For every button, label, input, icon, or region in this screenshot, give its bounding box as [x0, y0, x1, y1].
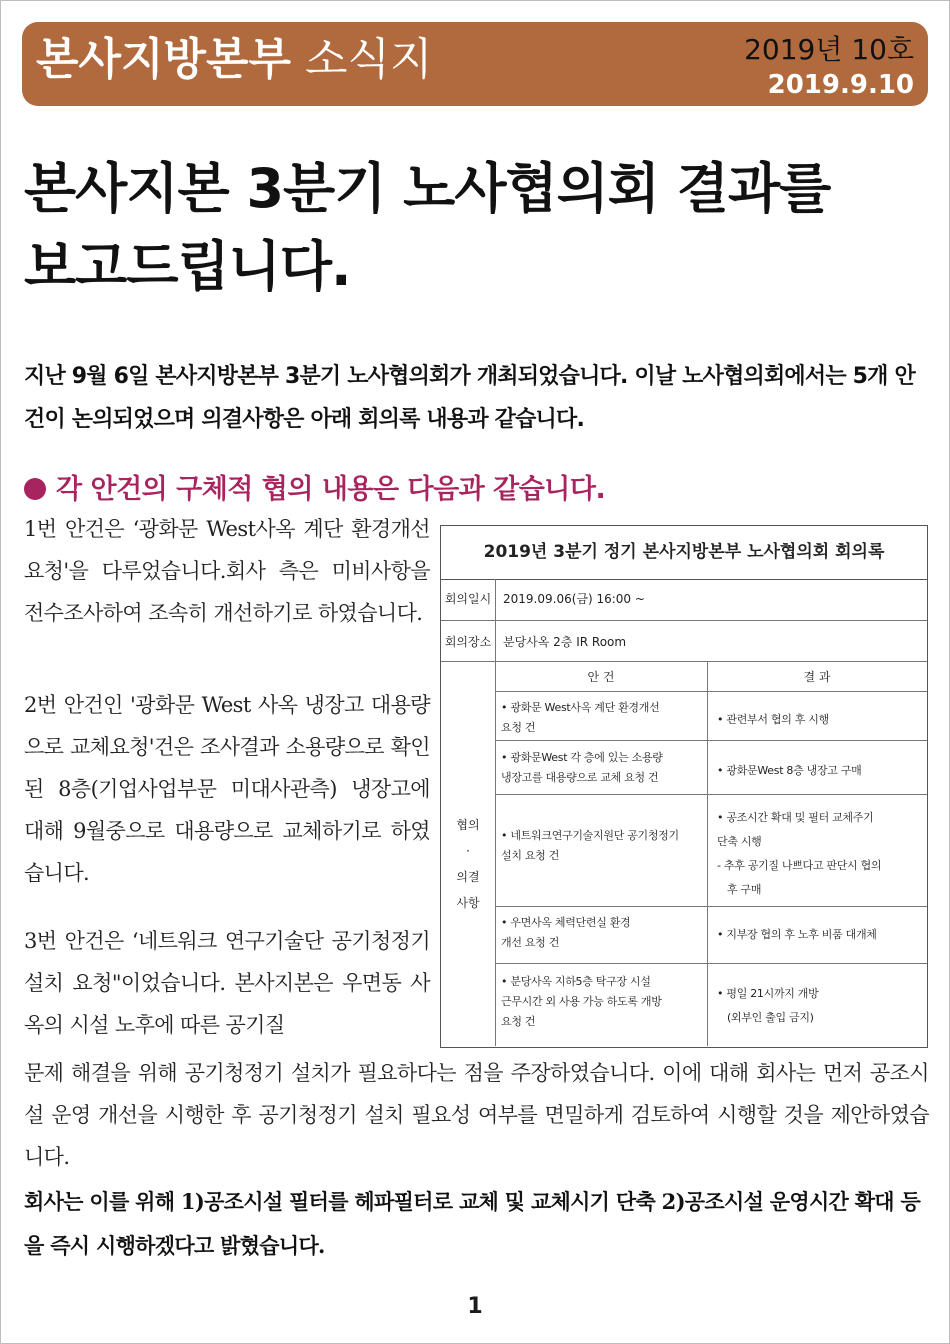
divider — [495, 691, 927, 692]
issue-date: 2019.9.10 — [767, 70, 914, 100]
table-row-4-agenda: • 우면사옥 체력단련실 환경 개선 요청 건 — [501, 916, 631, 949]
table-row-1-result: • 관련부서 협의 후 시행 — [717, 713, 829, 726]
table-row-2-agenda: • 광화문West 각 층에 있는 소용량 냉장고를 대용량으로 교체 요청 건 — [501, 751, 663, 784]
headline-line-1: 본사지본 3분기 노사협의회 결과를 — [24, 157, 831, 220]
table-row-1-agenda: • 광화문 West사옥 계단 환경개선 요청 건 — [501, 701, 660, 734]
table-row-5-agenda: • 분당사옥 지하5층 탁구장 시설 근무시간 외 사용 가능 하도록 개방 요청 건 — [501, 975, 662, 1028]
divider — [495, 906, 927, 907]
divider — [495, 794, 927, 795]
intro-paragraph: 지난 9월 6일 본사지방본부 3분기 노사협의회가 개최되었습니다. 이날 노사협의회에서는 5개 안건이 논의되었으며 의결사항은 아래 회의록 내용과 같습니다. — [24, 364, 915, 432]
table-row-2-result: • 광화문West 8층 냉장고 구매 — [717, 764, 862, 777]
paragraph-3-start: 3번 안건은 ‘네트워크 연구기술단 공기청정기 설치 요청"이었습니다. 본사지본은 우면동 사옥의 시설 노후에 따른 공기질 — [24, 929, 430, 1037]
table-row-5-result: • 평일 21시까지 개방 (외부인 출입 금지) — [717, 987, 819, 1024]
newsletter-title — [36, 32, 433, 88]
paragraph-1: 1번 안건은 ‘광화문 West사옥 계단 환경개선 요청'을 다루었습니다.회사 측은 미비사항을 전수조사하여 조속히 개선하기로 하였습니다. — [24, 517, 430, 625]
table-row-4-result: • 지부장 협의 후 노후 비품 대개체 — [717, 928, 877, 941]
headline — [24, 150, 934, 306]
issue-number: 2019년 10호 — [744, 33, 914, 66]
meeting-date-value: 2019.09.06(금) 16:00 ~ — [503, 592, 645, 606]
bullet-icon — [24, 478, 46, 500]
section-heading-text: 각 안건의 구체적 협의 내용은 다음과 같습니다. — [56, 474, 606, 505]
divider — [441, 620, 927, 621]
section-heading — [24, 467, 605, 506]
divider — [495, 740, 927, 741]
divider — [495, 579, 496, 1046]
paragraph-4-bold: 회사는 이를 위해 1)공조시설 필터를 헤파필터로 교체 및 교체시기 단축 2)공조시설 운영시간 확대 등을 즉시 시행하겠다고 밝혔습니다. — [24, 1189, 921, 1258]
table-row-3-agenda: • 네트워크연구기술지원단 공기청정기 설치 요청 건 — [501, 829, 679, 862]
table-row-3-result: • 공조시간 확대 및 필터 교체주기 단축 시행 - 추후 공기질 나쁘다고 판단시 협의 후 구매 — [717, 811, 882, 896]
meeting-minutes-table — [440, 525, 928, 1048]
agenda-column-header: 안 건 — [587, 670, 615, 684]
page-number: 1 — [467, 1294, 483, 1319]
paragraph-3-continued: 문제 해결을 위해 공기청정기 설치가 필요하다는 점을 주장하였습니다. 이에 대해 회사는 먼저 공조시설 운영 개선을 시행한 후 공기청정기 설치 필요성 여부를 면밀하게 검토하여 시행할 것을 제안하였습니다. — [24, 1061, 929, 1169]
newsletter-banner — [22, 22, 928, 106]
meeting-place-value: 분당사옥 2층 IR Room — [503, 635, 627, 649]
minutes-title: 2019년 3분기 정기 본사지방본부 노사협의회 회의록 — [441, 526, 927, 580]
newsletter-title-bold: 본사지방본부 — [36, 34, 292, 85]
divider — [707, 661, 708, 1046]
newsletter-title-light: 소식지 — [305, 34, 433, 85]
meeting-date-label: 회의일시 — [444, 592, 492, 606]
headline-line-2: 보고드립니다. — [24, 235, 351, 298]
divider — [441, 661, 927, 662]
result-column-header: 결 과 — [803, 670, 831, 684]
resolution-label: 협의 · 의결 사항 — [456, 818, 480, 910]
divider — [495, 963, 927, 964]
paragraph-2: 2번 안건인 '광화문 West 사옥 냉장고 대용량으로 교체요청'건은 조사결과 소용량으로 확인된 8층(기업사업부문 미대사관측) 냉장고에 대해 9월중으로 대용량으로 교체하기로 하였습니다. — [24, 693, 430, 885]
meeting-place-label: 회의장소 — [444, 635, 492, 649]
